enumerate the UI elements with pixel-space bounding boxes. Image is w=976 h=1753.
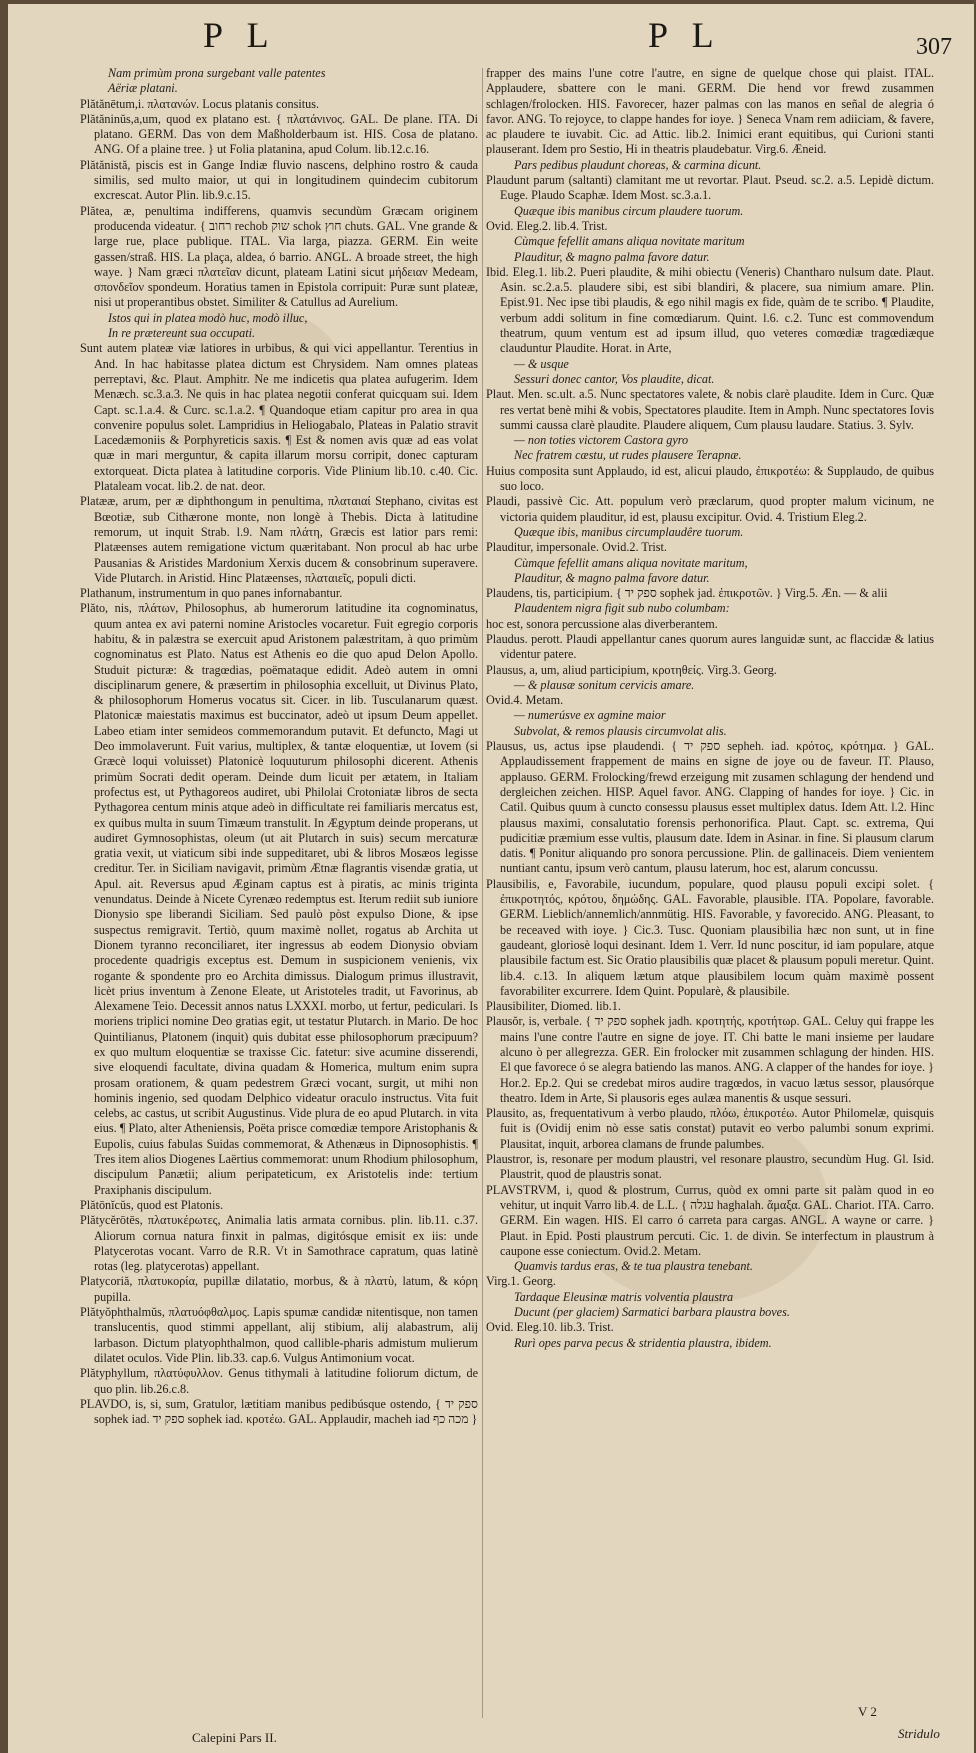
dictionary-entry: Plătănistă, piscis est in Gange Indiæ fluvio nascens, delphino rostro & cauda similis, sed multo maior, ut qui in longitudinem quindecim cubitorum excrescat. Autor Plin. lib.9.c.15.: [80, 157, 478, 203]
verse-quotation: Tardaque Eleusinæ matris volventia plaustra: [514, 1289, 734, 1304]
dictionary-entry: Huius composita sunt Applaudo, id est, alicui plaudo, ἐπικροτέω: & Supplaudo, de quibus suo loco.: [486, 463, 934, 494]
dictionary-entry: Plaudus. perott. Plaudi appellantur canes quorum aures languidæ sunt, ac flaccidæ & latius videntur patere.: [486, 631, 934, 662]
verse-quotation: — numerúsve ex agmine maior: [514, 708, 666, 723]
dictionary-entry: Plauditur, impersonale. Ovid.2. Trist.: [486, 540, 667, 555]
dictionary-entry: Plaut. Men. sc.ult. a.5. Nunc spectatores valete, & nobis clarè plaudite. Idem in Curc. Quæ res vertat benè mihi & vobis, Spectatores plaudite. Item in Amph. Nunc spectatores Iovis summi caussa clarè plaudite. Plaudere aliquem, Cum plausu laudare. Statius. 3. Sylv.: [486, 387, 934, 432]
dictionary-entry: Ibid. Eleg.1. lib.2. Pueri plaudite, & mihi obiectu (Veneris) Chantharo nulsum date. Plaut. Asin. sc.2.a.5. plaudere sibi, est sibi blandiri, & placere, sua nimium amare. Plin. Epist.91. Nec ipse tibi plaudis, & ego nihil magis ex fide, quàm de te scribo. ¶ Plaudite, verbum addi solitum in fine comœdiarum. Quint. l.6. c.2. Tunc est commovendum theatrum, quum ventum est ad ipsum illud, quo veteres comœdiæ tragœdiæque clauduntur Plaudite. Horat. in Arte,: [486, 264, 934, 356]
dictionary-entry: PLAVSTRVM, i, quod & plostrum, Currus, quòd ex omni parte sit palàm quod in eo vehitur, ut inquit Varro lib.4. de L.L. { עגלה haghalah. ἅμαξα. GAL. Chariot. ITA. Carro. GERM. Ein wagen. HIS. El carro ó carreta para cargas. ANGL. A wayne or carre. } Plaut. in Epid. Posti plaustrum percuti. Cic. 1. de divin. Se interfectum in plaustrum à caupone esse coniectum. Ovid.2. Metam.: [486, 1182, 934, 1258]
dictionary-entry: frapper des mains l'une cotre l'autre, en signe de quelque chose qui plaist. ITAL. Applaudere, sbattere con le mani. GERM. Die hend vor frewd zusammen schlagen/frolocken. HIS. Favorecer, hazer palmas con las manos en señal de alegria ó favor. ANG. To rejoyce, to clappe handes for ioye. } Seneca Vnam rem adiiciam, & favere, ac plaudere te iuvabit. Cic. ad Attic. lib.2. Inimici erant equitibus, qui Curioni stanti plauserant. Idem pro Sestio, Hi in theatris plaudebatur. Virg.6. Æneid.: [486, 66, 934, 157]
dictionary-entry: Plaudi, passivè Cic. Att. populum verò præclarum, quod propter malum vicinum, ne victoria quidem plauditur, id est, plausu excipitur. Ovid. 4. Tristium Eleg.2.: [486, 494, 934, 524]
dictionary-entry: Plausito, as, frequentativum à verbo plaudo, πλόω, ἐπικροτέω. Autor Philomelæ, quisquis fuit is (Ovidij enim nò esse satis constat) putavit eo verbo palumbi sonum exprimi. Plausitat, inquit, arborea clamans de frunde palumbes.: [486, 1106, 934, 1151]
verse-quotation: Quæque ibis manibus circum plaudere tuorum.: [514, 203, 744, 218]
verse-quotation: Subvolat, & remos plausis circumvolat alis.: [514, 723, 727, 738]
dictionary-entry: PLAVDO, is, si, sum, Gratulor, lætitiam manibus pedibúsque ostendo, { ספק יד sophek iad. ספק יד sophek iad. κροτέω. GAL. Applaudir, macheh iad מכה כף }: [80, 1396, 478, 1427]
dictionary-entry: Platææ, arum, per æ diphthongum in penultima, πλαταιαί Stephano, civitas est Bœotiæ, sub Cithærone monte, non longè à Thebis. Dicta à latitudine remorum, ut inquit Strab. l.9. Nam πλάτη, Græcis est latior pars remi: Platæenses autem remigatione victum quæritabant. Non procul ab hac urbe Pausanias & Aristides Mardonium Xerxis ducem & consobrinum superavere. Vide Plutarch. in Aristid. Hinc Platæenses, πλαταιεῖς, populi dicti.: [80, 494, 478, 585]
verse-quotation: Ducunt (per glaciem) Sarmatici barbara plaustra boves.: [514, 1305, 790, 1320]
dictionary-entry: Ovid. Eleg.2. lib.4. Trist.: [486, 218, 608, 233]
verse-quotation: Nam primùm prona surgebant valle patentes: [108, 66, 326, 80]
verse-quotation: In re prætereunt sua occupati.: [108, 326, 256, 341]
verse-quotation: — & usque: [514, 356, 569, 371]
running-header-left: P L: [203, 15, 277, 55]
dictionary-entry: Sunt autem plateæ viæ latiores in urbibus, & qui vici appellantur. Terentius in And. In hac habitasse platea dictum est Chrysidem. Nam omnes plateas perreptavi, &c. Plaut. Amphitr. Ne me indicetis qua platea aufugerim. Idem Menæch. sc.3.a.3. Ne quis in hac platea negotii conferat quicquam sui. Idem Capt. sc.1.a.4. & Curc. sc.1.a.2. ¶ Quandoque etiam capitur pro area in qua convenire populus solet. Lampridius in Heliogabalo, Plateas in Palatio stravit Lacedæmoniis & Porphyreticis saxis. ¶ Est & nomen avis quæ ad eas volat quæ in mari merguntur, & capita illarum morsu corripit, donec capturam extorqueat. Dicta platea à latitudine corporis. Vide Plinium lib.10. c.40. Cic. Plataleam vocat. lib.2. de nat. deor.: [80, 341, 478, 494]
running-title: Calepini Pars II.: [192, 1730, 277, 1745]
verse-quotation: Plauditur, & magno palma favore datur.: [514, 249, 710, 264]
column-divider: [482, 68, 483, 1718]
dictionary-entry: Plătycĕrōtēs, πλατυκέρωτες, Animalia latis armata cornibus. plin. lib.11. c.37. Aliorum cornua natura finxit in palmas, digitósque emisit ex iis: unde Platycerotas vocant. Varro de R.R. Vt in Samothrace capratum, quas latinè rotas (leg. platycerotas) appellant.: [80, 1213, 478, 1274]
verse-quotation: Cùmque fefellit amans aliqua novitate maritum,: [514, 555, 748, 570]
right-column: [486, 66, 934, 1726]
dictionary-entry: Platycoriă, πλατυκορία, pupillæ dilatatio, morbus, & à πλατὺ, latum, & κόρη pupilla.: [80, 1274, 478, 1304]
verse-quotation: Plauditur, & magno palma favore datur.: [514, 570, 710, 585]
running-header-right: P L: [648, 15, 722, 55]
dictionary-entry: Plausŏr, is, verbale. { ספק יד sophek jadh. κροτητής, κροτήτωρ. GAL. Celuy qui frappe les mains l'une contre l'autre en signe de joye. IT. Chi batte le mani insieme per laudare alcuno ò per allegrezza. GER. Ein frolocker mit zusammen schlagung der hinden. HIS. El que favorece ó se alegra batiendo las manos. ANG. A clapper of the handes for ioye. } Hor.2. Ep.2. Qui se credebat miros audire tragœdos, in vacuo lætus sessor, plausórque theatro. Idem in Arte, Si plausoris eges aulæa manentis & usque sessuri.: [486, 1014, 934, 1105]
verse-quotation: Rurì opes parva pecus & stridentia plaustra, ibidem.: [514, 1335, 772, 1350]
dictionary-entry: Plaudunt parum (saltanti) clamitant me ut revortar. Plaut. Pseud. sc.2. a.5. Lepidè dictum. Euge. Plaudo Scaphæ. Idem Most. sc.3.a.1.: [486, 173, 934, 203]
dictionary-entry: Plaudens, tis, participium. { ספק יד sophek jad. ἐπικροτῶν. } Virg.5. Æn. — & alii: [486, 586, 888, 601]
dictionary-entry: Plausus, us, actus ipse plaudendi. { ספק יד sepheh. iad. κρότος, κρότημα. } GAL. Applaudissement frappement de mains en signe de joye ou de faveur. IT. Plauso, applauso. GERM. Frolocking/frewd erzeigung mit zusamen schlagung der hendend und dergleichen zeichen. HISP. Aquel favor. ANG. Clapping of handes for ioye. } Cic. in Catil. Quibus quum à cuncto consessu plausus esset multiplex datus. Idem Att. l.2. Hinc plausus maximi, consalutatio forensis perhonorifica. Plaut. Capt. sc. extrema, Qui pudicitiæ præmium esse vultis, plausum date. Idem in Asinar. in fine. Si plausum clarum datis. ¶ Ponitur aliquando pro sonora percussione. Plin. de gallinaceis. Diem venientem nuntiant cantu, ipsum verò cantum, plausu laterum, hoc est, alarum concussu.: [486, 739, 934, 876]
dictionary-entry: hoc est, sonora percussione alas diverberantem.: [486, 616, 718, 631]
signature-mark: V 2: [858, 1704, 877, 1719]
dictionary-entry: Plăto, nis, πλάτων, Philosophus, ab humerorum latitudine ita cognominatus, quum antea ex avi paterni nomine Aristocles vocaretur. Fuit egregio corporis habitu, & in palæstra se exercuit apud Aristonem palæstritam, à quo primùm cognominatus est Plato. Natus est Athenis eo die quo apud Delon Apollo. Studuit picturæ: & tragœdias, poëmataque edidit. Adeò autem in omni disciplinarum genere, & præsertim in philosophia excelluit, ut Divinus Plato, & philosophorum Homerus vocatus sit. Cicer. in lib. Tusculanarum quæst. Platonicæ maiestatis maximus est buccinator, adeò ut ipsum Deum appellet. Labeo etiam inter semideos commemorandum putavit. Et defuncto, Magi ut Deo immolaverunt. Fuit varius, multiplex, & tantæ eloquentiæ, ut Iovem (si Græcè loqui voluisset) Platonicè loquuturum philosophi dicerent. Athenis primùm Socrati dedit operam. Deinde dum licuit per ætatem, in Italiam profectus est, ut Pythagoreos audiret, ubi Philolai Crotoniatæ libros de secta Pythagorea centum minis atque adeò in difficultate rei familiaris mercatus est, ex quibus multa in suum Timæum transtulit. In Ægyptum deinde properans, ut audiret Gymnosophistas, oleum (ut ait Plutarch in suis) secum mercaturæ gratia vexit, ut viaticum sibi inde suppeditaret, ubi & libros Mosæos legisse creditur. Ter. in Siciliam navigavit, primùm Ætnæ flagrantis visendæ gratia, ut Apul. ait. Reversus apud Æginam captus est à piratis, ac minis triginta venundatus. Deinde à Nicete Cyrenæo redemptus est. Iterum rediit sub iuniore Dionysio spe liberandi Siciliam. Sed paulò pòst expulso Dione, & ipse suspectus remigravit. Tertiò, quum maximè nollet, rogatus ab Archita ut Dionem tyranno reconciliaret, iter ingressus ab eodem Dionysio obviam procedente quadrigis exceptus est. Demum in suspicionem venienis, vix rogante & spondente pro eo Archita dimissus. Dialogum primus illustravit, licèt prius inventum à Zenone Eleate, ut Aristoteles tradit, ut Favorinus, ab Alexamene Teio. Decessit annos natus LXXXI. morbo, ut fertur, pediculari. Is moriens triplici nomine Deo gratias egit, ut testatur Plutarch. in Mario. De hoc Quintilianus, Platonem (inquit) quis dubitat esse philosophorum præcipuum? ex quo multum eloquentiæ se traxisse Cic. fatetur: sive acumine disserendi, sive eloquendi facultate, divina quadam & Homerica, multum enim supra prosam orationem, & quam pedestrem Græci vocant, surgit, ut mihi non hominis ingenio, sed quodam Delphico videatur oraculo instructus. Vita fuit celebs, ac castus, ut scribit Augustinus. Vide plura de eo apud Plutarch. in vita eius. ¶ Plato, alter Atheniensis, Poëta prisce comœdiæ tempore Aristophanis & Eupolis, cuius fabulas Suidas commemorat, & Athenæus in Dipnosophistis. ¶ Tres item alios Diogenes Laërtius commemorat: unum Rhodium philosophum, discipulum Panætii; alium peripateticum, ex Aristotelis inde: tertium Praxiphanis discipulum.: [80, 601, 478, 1197]
dictionary-entry: Ovid.4. Metam.: [486, 693, 564, 708]
dictionary-entry: Plausibilis, e, Favorabile, iucundum, populare, quod plausu populi excipi solet. { ἐπικροτητός, κρότου, δημώδης. GAL. Favorable, plausible. ITA. Popolare, favorable. GERM. Lieblich/annemlich/annmütig. HIS. Favorable, y favorecido. ANG. Pleasant, to be receaved with ioye. } Cic.3. Tusc. Quoniam plausibilia hæc non sunt, ut in fine gaudeant, gloriosè loqui desinant. Idem 1. Verr. Id nunc poscitur, id iam populare, atque plausibile factum est. Sic Oratio plausibilis quæ placet & plausum populi meretur. Quint. lib.4. c.13. In aliquem lætum atque plausibilem locum quàm maximè possent favorabiliter excurrere. Idem Quint. Popularè, & plausibile.: [486, 876, 934, 998]
page-number: 307: [916, 34, 952, 60]
verse-quotation: Cùmque fefellit amans aliqua novitate maritum: [514, 234, 745, 249]
dictionary-entry: Plătyŏphthalmŭs, πλατυόφθαλμος. Lapis spumæ candidæ nitentisque, non tamen translucentis, quod stimmi appellant, alij stibium, alij alabastrum, alij larbason. Dictum platyophthalmon, quod callible-pharis admistum mulierum dilatet oculos. Vide Plin. lib.33. cap.6. Vulgus Antimonium vocat.: [80, 1305, 478, 1365]
dictionary-entry: Plătănētum,i. πλατανών. Locus platanis consitus.: [80, 96, 320, 111]
verse-quotation: Plaudentem nigra figit sub nubo columbam:: [514, 601, 730, 616]
verse-quotation: Pars pedibus plaudunt choreas, & carmina dicunt.: [514, 157, 762, 172]
verse-quotation: Quæque ibis, manibus circumplaudêre tuorum.: [514, 524, 744, 539]
dictionary-entry: Plătea, æ, penultima indifferens, quamvis secundùm Græcam originem producenda videatur. { רחוב rechob שוק schok חוץ chuts. GAL. Vne grande & large rue, place publique. ITAL. Via larga, piazza. GERM. Ein weite gassen/straß. HIS. La plaça, aldea, ó barrio. ANGL. A broade street, the high waye. } Nam græci πλατεῖαν dicunt, plateam Latini sicut μήδειαν Medeam, σπονδεῖον spondeum. Horatius tamen in Epistola corripuit: Puræ sunt plateæ, nisi ut properantibus obstet. Similiter & Catullus ad Aurelium.: [80, 203, 478, 310]
verse-quotation: — non toties victorem Castora gyro: [514, 433, 689, 448]
dictionary-entry: Ovid. Eleg.10. lib.3. Trist.: [486, 1320, 614, 1335]
verse-quotation: Nec fratrem cæstu, ut rudes plausere Terapnæ.: [514, 448, 742, 463]
dictionary-entry: Plaustror, is, resonare per modum plaustri, vel resonare plaustro, secundùm Hug. Gl. Isid. Plaustrit, quod de plaustris sonat.: [486, 1152, 934, 1182]
dictionary-page: [8, 4, 974, 1753]
dictionary-entry: Plătōnĭcŭs, quod est Platonis.: [80, 1197, 224, 1212]
dictionary-entry: Plausibiliter, Diomed. lib.1.: [486, 999, 621, 1014]
dictionary-entry: Virg.1. Georg.: [486, 1274, 556, 1289]
dictionary-entry: Plătyphyllum, πλατύφυλλον. Genus tithymali à latitudine foliorum dictum, de quo plin. lib.26.c.8.: [80, 1366, 478, 1396]
verse-quotation: Aëriæ platani.: [108, 81, 178, 96]
dictionary-entry: Plătăninŭs,a,um, quod ex platano est. { πλατάνινος. GAL. De plane. ITA. Di platano. GERM. Das von dem Maßholderbaum ist. HIS. Cosa de platano. ANG. Of a plaine tree. } ut Folia platanina, apud Colum. lib.12.c.16.: [80, 111, 478, 157]
verse-quotation: Istos qui in platea modò huc, modò illuc,: [108, 310, 308, 325]
left-column: [80, 66, 478, 1726]
catchword: Stridulo: [898, 1726, 940, 1741]
verse-quotation: — & plausæ sonitum cervicis amare.: [514, 677, 695, 692]
dictionary-entry: Plathanum, instrumentum in quo panes infornabantur.: [80, 586, 343, 601]
verse-quotation: Sessuri donec cantor, Vos plaudite, dicat.: [514, 371, 715, 386]
verse-quotation: Quamvis tardus eras, & te tua plaustra tenebant.: [514, 1259, 753, 1274]
dictionary-entry: Plausus, a, um, aliud participium, κροτηθείς. Virg.3. Georg.: [486, 662, 777, 677]
